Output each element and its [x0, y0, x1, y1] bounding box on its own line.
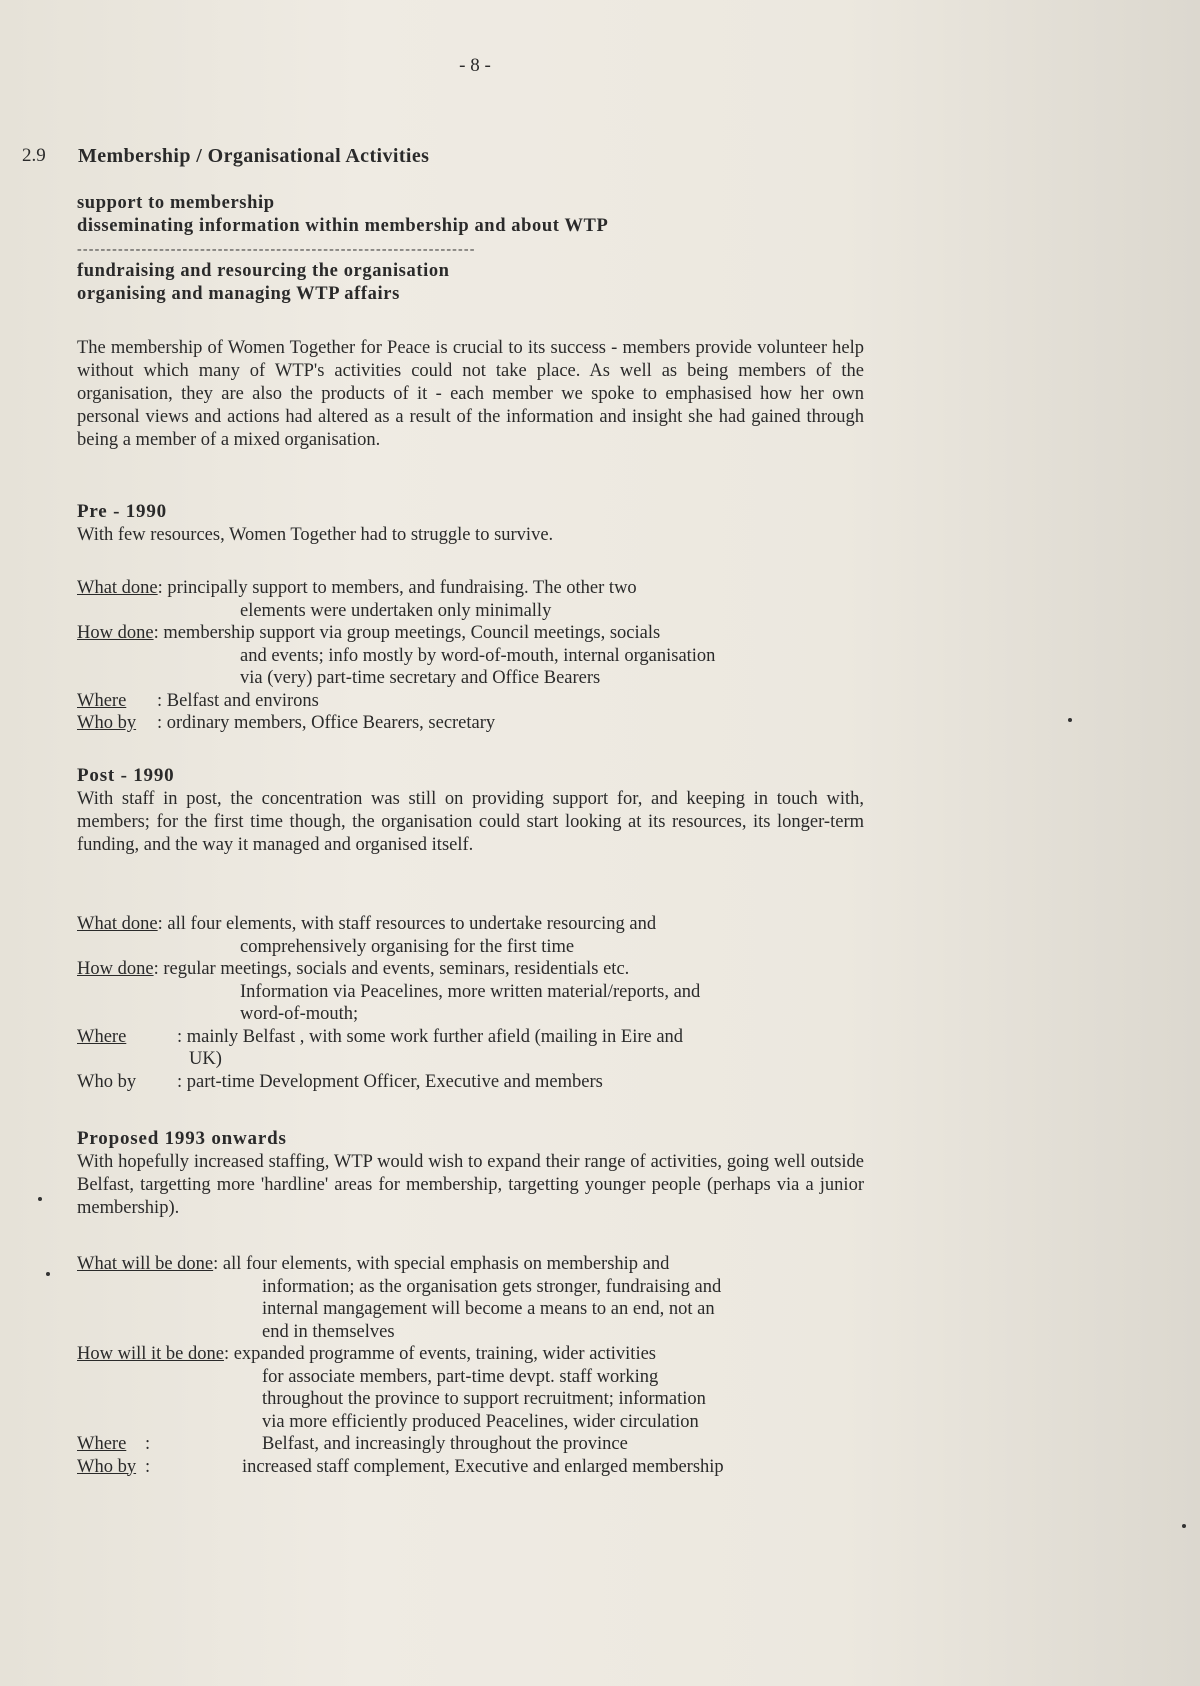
whoby-label: Who by: [77, 1456, 137, 1477]
where-cont: UK): [189, 1049, 222, 1069]
what-done-label: What done: [77, 914, 158, 934]
what-done-cont: elements were undertaken only minimally: [240, 600, 552, 621]
whoby-row: [77, 1071, 700, 1094]
section-heading: Post - 1990: [77, 765, 175, 786]
where-row: Where : Belfast, and increasingly throughout the province: [77, 1434, 628, 1454]
what-done-row: What done: principally support to members, and fundraising. The other two: [77, 578, 637, 598]
proposed-details: [77, 1253, 724, 1478]
element-item: support to membership: [77, 193, 275, 213]
section-title: Membership / Organisational Activities: [78, 145, 430, 167]
page-number: - 8 -: [459, 55, 491, 76]
how-done-cont: via (very) part-time secretary and Office Bearers: [240, 668, 601, 688]
how-done-cont: via more efficiently produced Peacelines, wider circulation: [262, 1411, 699, 1432]
scan-speck: [1068, 718, 1072, 722]
what-done-cont: comprehensively organising for the first time: [240, 936, 575, 957]
what-done-text: principally support to members, and fundraising. The other two: [167, 578, 637, 598]
post-1990-section: [77, 764, 864, 857]
intro-paragraph: The membership of Women Together for Peace is crucial to its success - members provide volunteer help without which many of WTP's activities could not take place. As well as being members of the organisation, they are also the products of it - each member we spoke to emphasised how her own personal views and actions had altered as a result of the information and insight she had gained through being a member of a mixed organisation.: [77, 338, 864, 450]
scan-speck: [46, 1272, 50, 1276]
what-done-cont: end in themselves: [262, 1321, 395, 1342]
how-done-text: regular meetings, socials and events, seminars, residentials etc.: [163, 959, 630, 979]
how-done-cont: Information via Peacelines, more written material/reports, and: [240, 981, 701, 1002]
whoby-label: Who by: [77, 713, 137, 733]
whoby-text: : part-time Development Officer, Executive and members: [177, 1071, 603, 1092]
section-text: With staff in post, the concentration was still on providing support for, and keeping in touch with, members; for the first time though, the organisation could start looking at its resources, its longer-term funding, and the way it managed and organised itself.: [77, 789, 864, 855]
post-1990-details: [77, 913, 700, 1093]
section-text: With few resources, Women Together had to struggle to survive.: [77, 525, 554, 545]
how-done-cont: word-of-mouth;: [240, 1004, 359, 1024]
where-label: Where: [77, 1434, 127, 1454]
pre-1990-details: [77, 577, 715, 735]
where-text: : Belfast and environs: [157, 690, 319, 711]
where-text: Belfast, and increasingly throughout the province: [262, 1434, 628, 1454]
how-done-row: How done: membership support via group meetings, Council meetings, socials: [77, 623, 661, 643]
whoby-text: : ordinary members, Office Bearers, secretary: [157, 713, 496, 733]
section-heading: Pre - 1990: [77, 501, 167, 522]
whoby-row: [77, 712, 715, 735]
where-label: Where: [77, 690, 127, 711]
where-label: Where: [77, 1026, 127, 1047]
how-done-cont: and events; info mostly by word-of-mouth, internal organisation: [240, 645, 716, 666]
how-done-cont: throughout the province to support recruitment; information: [262, 1389, 706, 1409]
whoby-row: Who by : increased staff complement, Executive and enlarged membership: [77, 1456, 724, 1477]
pre-1990-section: [77, 500, 553, 547]
how-done-label: How will it be done: [77, 1344, 224, 1364]
how-done-label: How done: [77, 959, 154, 979]
how-done-row: How will it be done: expanded programme of events, training, wider activities: [77, 1344, 656, 1364]
how-done-text: membership support via group meetings, Council meetings, socials: [163, 623, 661, 643]
section-heading: Proposed 1993 onwards: [77, 1128, 287, 1149]
what-done-cont: information; as the organisation gets stronger, fundraising and: [262, 1276, 722, 1297]
elements-list: [77, 192, 608, 306]
how-done-cont: for associate members, part-time devpt. staff working: [262, 1366, 659, 1387]
section-text: With hopefully increased staffing, WTP would wish to expand their range of activities, going well outside Belfast, targetting more 'hardline' areas for membership, targetting younger people (perhaps via a junior membership).: [77, 1152, 864, 1218]
how-done-text: expanded programme of events, training, wider activities: [233, 1344, 656, 1364]
element-item: fundraising and resourcing the organisation: [77, 261, 450, 281]
where-text: : mainly Belfast , with some work further afield (mailing in Eire and: [177, 1026, 684, 1047]
scan-speck: [1182, 1524, 1186, 1528]
what-done-label: What will be done: [77, 1254, 214, 1274]
whoby-label: Who by: [77, 1071, 137, 1092]
scan-speck: [38, 1197, 42, 1201]
what-done-cont: internal mangagement will become a means to an end, not an: [262, 1299, 715, 1319]
element-item: organising and managing WTP affairs: [77, 284, 400, 304]
where-row: [77, 1026, 700, 1049]
what-done-row: What will be done: all four elements, with special emphasis on membership and: [77, 1254, 670, 1274]
what-done-label: What done: [77, 578, 158, 598]
what-done-text: all four elements, with staff resources to undertake resourcing and: [167, 914, 657, 934]
what-done-text: all four elements, with special emphasis on membership and: [222, 1254, 670, 1274]
divider: --------------------------------------------------------------------: [77, 242, 476, 257]
where-row: [77, 690, 715, 713]
how-done-label: How done: [77, 623, 154, 643]
section-number: 2.9: [22, 145, 46, 166]
proposed-section: [77, 1127, 864, 1220]
what-done-row: What done: all four elements, with staff resources to undertake resourcing and: [77, 914, 657, 934]
element-item: disseminating information within membership and about WTP: [77, 216, 609, 236]
whoby-text: increased staff complement, Executive and enlarged membership: [242, 1456, 724, 1477]
how-done-row: How done: regular meetings, socials and events, seminars, residentials etc.: [77, 959, 630, 979]
